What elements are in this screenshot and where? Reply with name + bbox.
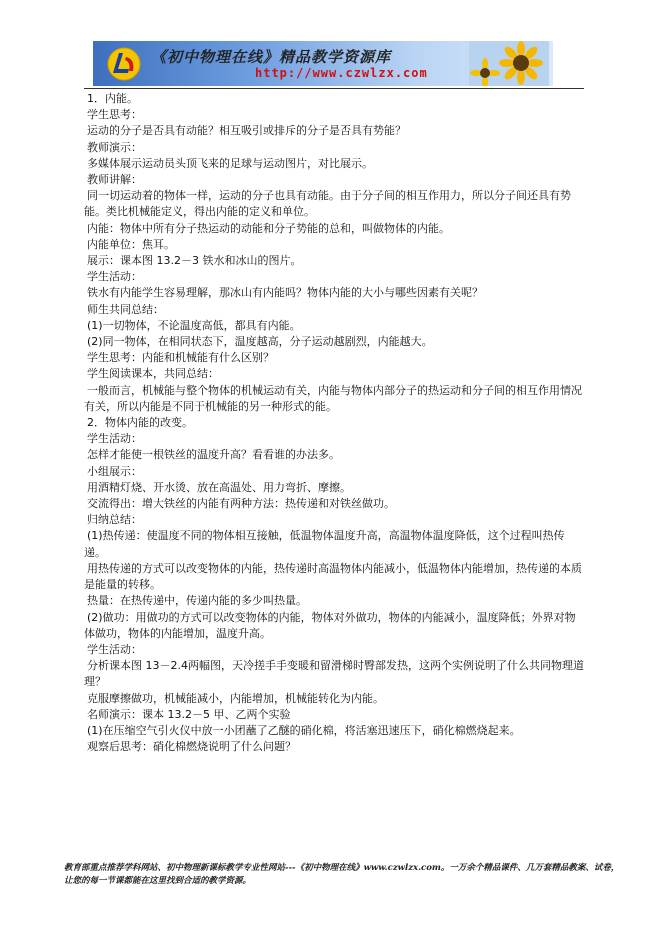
text-paragraph: 内能单位：焦耳。 (87, 237, 175, 251)
label-paragraph: 师生共同总结： (87, 302, 164, 316)
text-paragraph: 铁水有内能学生容易理解，那冰山有内能吗？物体内能的大小与哪些因素有关呢？ (87, 286, 483, 300)
label-paragraph: 学生思考： (87, 108, 142, 122)
header-banner (93, 41, 553, 86)
text-paragraph: 分析课本图 13－2.4两幅图，天冷搓手手变暖和留滑梯时臀部发热，这两个实例说明了什么共同物理道理？ (84, 659, 584, 689)
site-logo-icon (107, 47, 141, 81)
site-title: 《初中物理在线》精品教学资源库 (151, 48, 392, 66)
label-paragraph: 学生活动： (87, 270, 142, 284)
list-item: (1)热传递：使温度不同的物体相互接触，低温物体温度升高，高温物体温度降低，这个过程叫热传递。 (84, 529, 565, 559)
section-heading: 2．物体内能的改变。 (87, 416, 193, 430)
text-paragraph: 交流得出：增大铁丝的内能有两种方法：热传递和对铁丝做功。 (87, 497, 395, 511)
header-divider (84, 88, 584, 89)
site-url[interactable]: http://www.czwlzx.com (255, 66, 428, 80)
sunflower-image (469, 41, 549, 86)
list-item: (2)做功：用做功的方式可以改变物体的内能，物体对外做功，物体的内能减小，温度降低；外界对物体做功，物体的内能增加，温度升高。 (84, 610, 576, 640)
label-paragraph: 学生阅读课本，共同总结： (87, 367, 219, 381)
section-heading: 1．内能。 (87, 92, 138, 105)
label-paragraph: 学生活动： (87, 432, 142, 446)
text-paragraph: 展示：课本图 13.2－3 铁水和冰山的图片。 (87, 254, 302, 268)
text-paragraph: 名师演示：课本 13.2－5 甲、乙两个实验 (87, 707, 291, 721)
label-paragraph: 小组展示： (87, 464, 142, 478)
list-item: (2)同一物体，在相同状态下，温度越高，分子运动越剧烈，内能越大。 (87, 335, 433, 349)
document-body (84, 91, 584, 755)
text-paragraph: 克服摩擦做功，机械能减小，内能增加，机械能转化为内能。 (87, 691, 384, 705)
label-paragraph: 教师讲解： (87, 173, 142, 187)
label-paragraph: 归纳总结： (87, 513, 142, 527)
text-paragraph: 观察后思考：硝化棉燃烧说明了什么问题？ (87, 740, 296, 754)
text-paragraph: 用热传递的方式可以改变物体的内能，热传递时高温物体内能减小，低温物体内能增加，热传递的本质是能量的转移。 (84, 561, 582, 592)
text-paragraph: 怎样才能使一根铁丝的温度升高？看看谁的办法多。 (87, 448, 340, 462)
list-item: (1)一切物体，不论温度高低，都具有内能。 (87, 318, 301, 332)
page-footer: 教育部重点推荐学科网站、初中物理新课标教学专业性网站---《初中物理在线》www.czwlzx.com。一万余个精品课件、几万套精品教案、试卷，让您的每一节课都能在这里找到合适的教学资源。 (64, 863, 620, 886)
text-paragraph: 学生思考：内能和机械能有什么区别？ (87, 351, 274, 365)
label-paragraph: 教师演示： (87, 140, 142, 154)
text-paragraph: 同一切运动着的物体一样，运动的分子也具有动能。由于分子间的相互作用力，所以分子间还具有势能。类比机械能定义，得出内能的定义和单位。 (84, 189, 571, 219)
label-paragraph: 学生活动： (87, 642, 142, 656)
text-paragraph: 多媒体展示运动员头顶飞来的足球与运动图片，对比展示。 (87, 156, 373, 170)
text-paragraph: 一般而言，机械能与整个物体的机械运动有关，内能与物体内部分子的热运动和分子间的相互作用情况有关，所以内能是不同于机械能的另一种形式的能。 (84, 383, 582, 413)
text-paragraph: 内能：物体中所有分子热运动的动能和分子势能的总和，叫做物体的内能。 (87, 221, 450, 235)
text-paragraph: 运动的分子是否具有动能？相互吸引或排斥的分子是否具有势能？ (87, 124, 406, 138)
list-item: (1)在压缩空气引火仪中放一小团蘸了乙醚的硝化棉，将活塞迅速压下，硝化棉燃烧起来。 (87, 723, 521, 737)
text-paragraph: 用酒精灯烧、开水烫、放在高温处、用力弯折、摩擦。 (87, 480, 351, 494)
text-paragraph: 热量：在热传递中，传递内能的多少叫热量。 (87, 594, 307, 608)
